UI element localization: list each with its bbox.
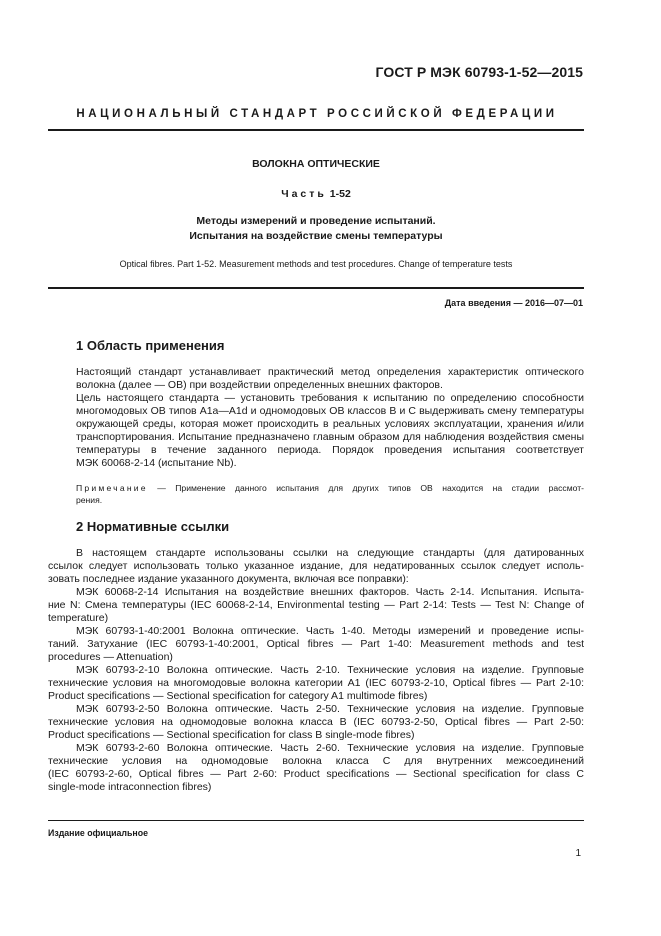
effective-date: Дата введения — 2016—07—01 [444,298,583,308]
document-code: ГОСТ Р МЭК 60793-1-52—2015 [375,64,583,80]
text-line: температуры в течение заданного периода. Порядок проведения испытания соответствует [76,444,584,456]
header-rule [48,129,584,131]
subtitle-line: Методы измерений и проведение испытаний. [196,215,436,227]
text-line: МЭК 60793-2-50 Волокна оптические. Часть 2-50. Технические условия на изделие. Групповые [76,703,584,715]
text-line: таний. Затухание (IEC 60793-1-40:2001, Optical fibres — Part 1-40: Measurement methods and test [48,638,584,650]
subtitle-line: Испытания на воздействие смены температуры [189,230,443,242]
text-line: технические условия на одномодовые волокна класса С для внутренних межсоединений [48,755,584,767]
document-subtitle [48,214,584,244]
note-line: рения. [76,495,103,505]
section-1-body [76,366,584,470]
text-line: ние N: Смена температуры (IEC 60068-2-14, Environmental testing — Part 2-14: Tests — Test N: Change of [48,599,584,611]
title-rule [48,287,584,289]
text-line: зовать последнее издание указанного документа, включая все поправки): [48,573,409,585]
part-label [48,188,584,200]
text-line: Product specifications — Sectional specification for class B single-mode fibres) [48,729,415,741]
text-line: транспортирования. Испытание предназначено главным образом для наблюдения воздействия смены [76,431,584,443]
note-text: — Применение данного испытания для других типов ОВ находится на стадии рассмот- [147,483,584,493]
part-number: 1-52 [329,188,351,200]
text-line: Настоящий стандарт устанавливает практический метод определения характеристик оптического [76,366,584,378]
official-edition-label: Издание официальное [48,828,148,838]
text-line: МЭК 60793-2-10 Волокна оптические. Часть 2-10. Технические условия на изделие. Групповые [76,664,584,676]
text-line: технические условия на многомодовые волокна категории А1 (IEC 60793-2-10, Optical fibres — Part 2-10: [48,677,584,689]
section-1-heading: 1 Область применения [76,338,225,353]
text-line: многомодовых ОВ типов А1а—А1d и одномодовых ОВ классов В и С выдерживать смену температуры [76,405,584,417]
document-title: ВОЛОКНА ОПТИЧЕСКИЕ [252,158,380,170]
text-line: single-mode intraconnection fibres) [48,781,212,793]
text-line: МЭК 60068-2-14 (испытание Nb). [76,457,237,469]
national-standard-banner: НАЦИОНАЛЬНЫЙ СТАНДАРТ РОССИЙСКОЙ ФЕДЕРАЦИИ [76,108,558,120]
footer-rule [48,820,584,821]
english-title: Optical fibres. Part 1-52. Measurement methods and test procedures. Change of temperature tests [119,259,513,269]
note [76,482,584,506]
page-number: 1 [575,848,581,859]
text-line: МЭК 60793-2-60 Волокна оптические. Часть 2-60. Технические условия на изделие. Групповые [76,742,584,754]
text-line: окружающей среды, которая может происходить в реальных условиях эксплуатации, хранения и/или [76,418,584,430]
text-line: temperature) [48,612,109,624]
text-line: (IEC 60793-2-60, Optical fibres — Part 2-60: Product specifications — Sectional specification for class C [48,768,584,780]
text-line: ссылок следует использовать только указанное издание, для недатированных ссылок следует исполь- [48,560,584,572]
note-label: Примечание [76,483,148,493]
text-line: Product specifications — Sectional specification for category A1 multimode fibres) [48,690,428,702]
text-line: В настоящем стандарте использованы ссылки на следующие стандарты (для датированных [76,547,584,559]
section-2-body [48,547,584,794]
text-line: волокна (далее — ОВ) при воздействии определенных внешних факторов. [76,379,443,391]
text-line: МЭК 60068-2-14 Испытания на воздействие внешних факторов. Часть 2-14. Испытания. Испыта- [76,586,584,598]
text-line: МЭК 60793-1-40:2001 Волокна оптические. Часть 1-40. Методы измерений и проведение испы- [76,625,584,637]
text-line: Цель настоящего стандарта — установить требования к испытанию по определению способности [76,392,584,404]
part-word: Часть [281,188,327,200]
text-line: технические условия на одномодовые волокна класса В (IEC 60793-2-50, Optical fibres — Part 2-50: [48,716,584,728]
section-2-heading: 2 Нормативные ссылки [76,519,230,534]
text-line: procedures — Attenuation) [48,651,173,663]
note-line [76,482,584,494]
